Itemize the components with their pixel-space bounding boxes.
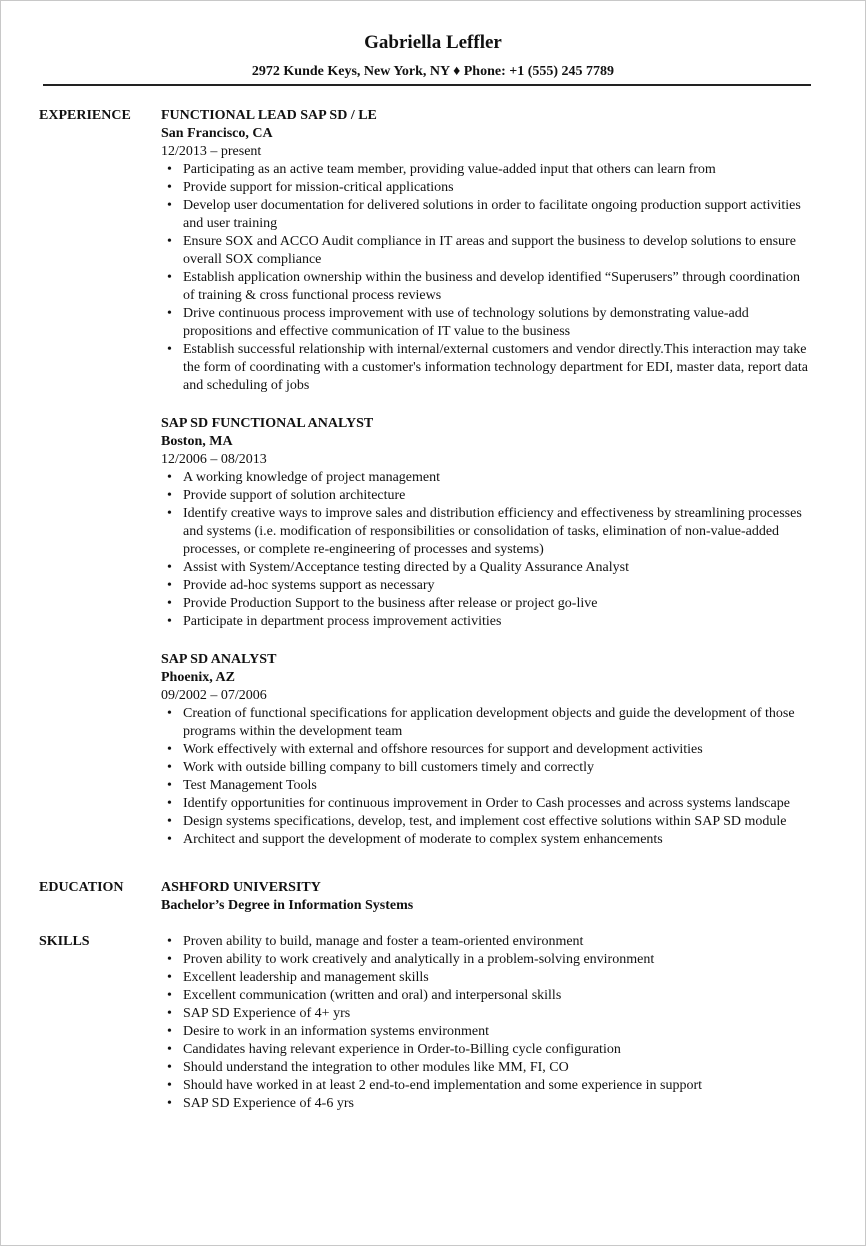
section-title-skills: SKILLS (39, 934, 90, 949)
skill-item: • Candidates having relevant experience in Order-to-Billing cycle configuration (161, 1041, 809, 1059)
job-dates: 09/2002 – 07/2006 (161, 688, 267, 703)
bullet-item: • Provide Production Support to the business after release or project go-live (161, 595, 809, 613)
bullet-item: • Provide support of solution architecture (161, 487, 809, 505)
skill-item: • SAP SD Experience of 4-6 yrs (161, 1095, 809, 1113)
job-location: Boston, MA (161, 434, 233, 449)
bullet-item: • Establish application ownership within the business and develop identified “Superusers” through coordination of training & cross functional process reviews (161, 269, 809, 305)
bullet-item: • Work with outside billing company to bill customers timely and correctly (161, 759, 809, 777)
candidate-name: Gabriella Leffler (364, 32, 502, 53)
bullet-item: • Participate in department process improvement activities (161, 613, 809, 631)
skill-item: • Desire to work in an information systems environment (161, 1023, 809, 1041)
bullet-item: • Identify creative ways to improve sales and distribution efficiency and effectiveness by streamlining processes and systems (i.e. modification of responsibilities or consolidation of tasks, elimination of non-value-added processes, or complete re-engineering of processes and systems) (161, 505, 809, 559)
bullet-item: • Identify opportunities for continuous improvement in Order to Cash processes and across systems landscape (161, 795, 809, 813)
bullet-item: • Establish successful relationship with internal/external customers and vendor directly.This interaction may take the form of coordinating with a customer's information technology department for EDI, master data, report data and scheduling of jobs (161, 341, 809, 395)
skills-body (161, 933, 809, 1113)
skill-item: • Should have worked in at least 2 end-to-end implementation and some experience in support (161, 1077, 809, 1095)
job-bullets (161, 469, 809, 631)
school-name: ASHFORD UNIVERSITY (161, 880, 321, 895)
skills-list (161, 933, 809, 1113)
bullet-item: • Assist with System/Acceptance testing directed by a Quality Assurance Analyst (161, 559, 809, 577)
job-dates: 12/2013 – present (161, 144, 262, 159)
job-location: San Francisco, CA (161, 126, 273, 141)
skill-item: • Proven ability to build, manage and foster a team-oriented environment (161, 933, 809, 951)
skill-item: • Should understand the integration to other modules like MM, FI, CO (161, 1059, 809, 1077)
job-title: SAP SD ANALYST (161, 652, 277, 667)
bullet-item: • Provide support for mission-critical applications (161, 179, 809, 197)
experience-section (39, 107, 809, 869)
bullet-item: • Design systems specifications, develop, test, and implement cost effective solutions within SAP SD module (161, 813, 809, 831)
job-dates: 12/2006 – 08/2013 (161, 452, 267, 467)
skill-item: • SAP SD Experience of 4+ yrs (161, 1005, 809, 1023)
bullet-item: • Develop user documentation for delivered solutions in order to facilitate ongoing production support activities and user training (161, 197, 809, 233)
bullet-item: • Test Management Tools (161, 777, 809, 795)
bullet-item: • Work effectively with external and offshore resources for support and development activities (161, 741, 809, 759)
bullet-item: • Creation of functional specifications for application development objects and guide the development of those programs within the development team (161, 705, 809, 741)
job-entry (161, 651, 809, 849)
job-location: Phoenix, AZ (161, 670, 235, 685)
bullet-item: • A working knowledge of project management (161, 469, 809, 487)
section-title-experience: EXPERIENCE (39, 108, 131, 123)
bullet-item: • Drive continuous process improvement with use of technology solutions by demonstrating value-add propositions and effective communication of IT value to the business (161, 305, 809, 341)
job-entry (161, 107, 809, 395)
skills-section (39, 933, 809, 1113)
bullet-item: • Participating as an active team member, providing value-added input that others can learn from (161, 161, 809, 179)
skill-item: • Excellent leadership and management skills (161, 969, 809, 987)
education-section (39, 879, 809, 915)
header-divider (43, 84, 811, 86)
job-bullets (161, 161, 809, 395)
education-body (161, 879, 809, 915)
section-title-education: EDUCATION (39, 880, 124, 895)
skill-item: • Excellent communication (written and oral) and interpersonal skills (161, 987, 809, 1005)
bullet-item: • Ensure SOX and ACCO Audit compliance in IT areas and support the business to develop solutions to ensure overall SOX compliance (161, 233, 809, 269)
job-title: SAP SD FUNCTIONAL ANALYST (161, 416, 374, 431)
experience-body (161, 107, 809, 869)
contact-line: 2972 Kunde Keys, New York, NY ♦ Phone: +1 (555) 245 7789 (251, 64, 615, 79)
job-entry (161, 415, 809, 631)
degree-name: Bachelor’s Degree in Information Systems (161, 898, 414, 913)
bullet-item: • Provide ad-hoc systems support as necessary (161, 577, 809, 595)
job-title: FUNCTIONAL LEAD SAP SD / LE (161, 108, 377, 123)
bullet-item: • Architect and support the development of moderate to complex system enhancements (161, 831, 809, 849)
skill-item: • Proven ability to work creatively and analytically in a problem-solving environment (161, 951, 809, 969)
job-bullets (161, 705, 809, 849)
